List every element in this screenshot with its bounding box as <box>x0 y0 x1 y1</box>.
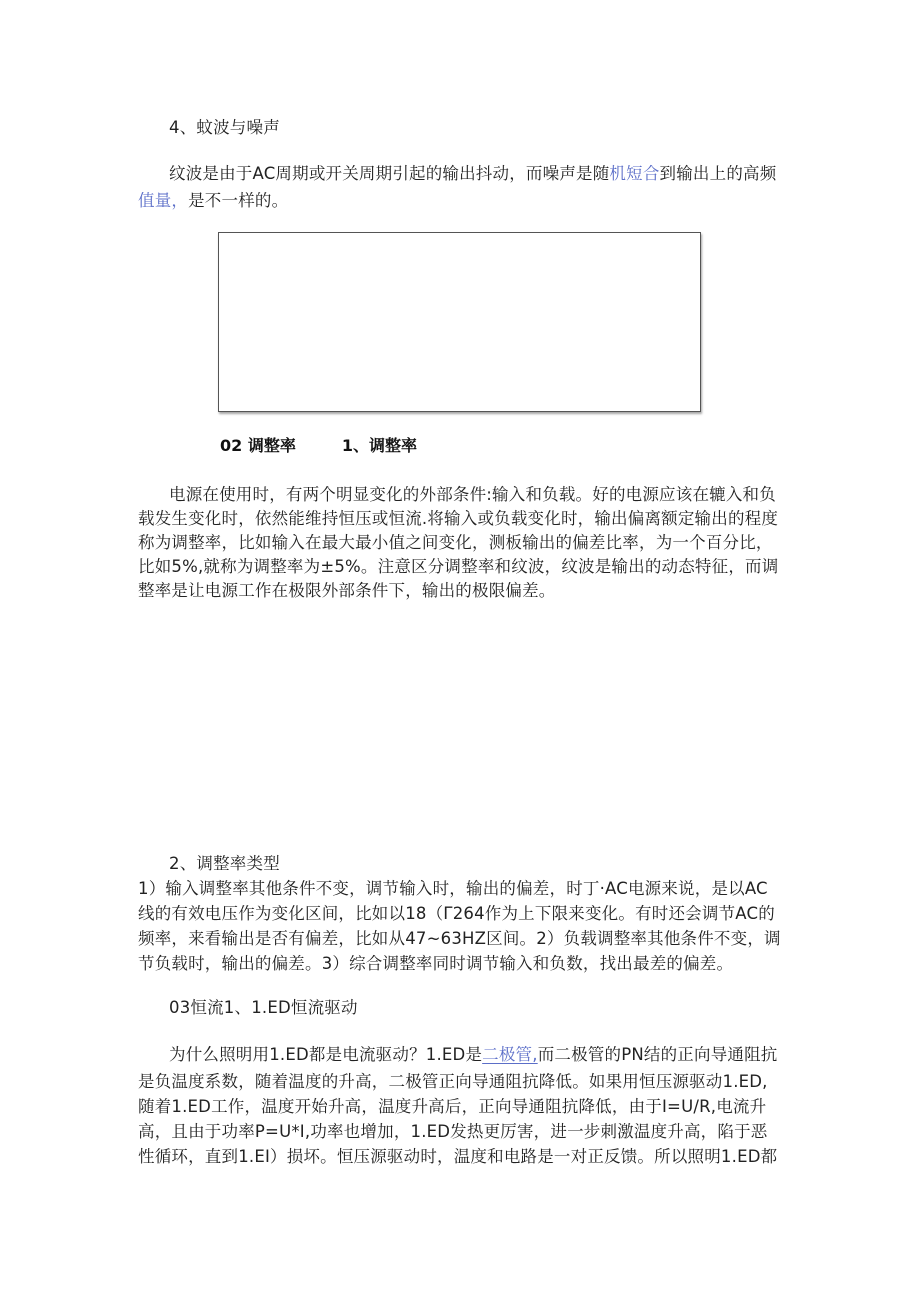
led-paragraph-line: 随着1.ED工作，温度开始升高，温度升高后，正向导通阻抗降低，由于I=U/R,电流升 <box>138 1097 767 1116</box>
ripple-text-part: 是不一样的。 <box>188 191 289 210</box>
regulation-paragraph-line: 载发生变化时，依然能维持恒压或恒流.将输入或负载变化时，输出偏离额定输出的程度 <box>138 509 779 528</box>
regulation-types-line: 1）输入调整率其他条件不变，调节输入时，输出的偏差，时丁·AC电源来说，是以AC <box>138 879 768 898</box>
section-heading-regulation-types: 2、调整率类型 <box>169 854 280 873</box>
regulation-types-line: 线的有效电压作为变化区间，比如以18（Γ264作为上下限来变化。有时还会调节AC的 <box>138 904 775 923</box>
section-heading-ripple-noise: 4、蚊波与噪声 <box>169 118 280 137</box>
led-paragraph-line-1 <box>169 1043 778 1067</box>
led-text-part: 为什么照明用1.ED都是电流驱动？1.ED是 <box>169 1045 483 1064</box>
caption-section-number: 02 调整率 <box>220 436 296 455</box>
ripple-paragraph-line-2 <box>138 189 288 213</box>
ripple-paragraph-line-1 <box>169 162 776 186</box>
section-heading-constant-current: 03恒流1、1.ED恒流驱动 <box>169 998 358 1017</box>
led-paragraph-line: 性循环，直到1.EI）损坏。恒压源驱动时，温度和电路是一对正反馈。所以照明1.ED都 <box>138 1147 778 1166</box>
regulation-types-line: 节负载时，输出的偏差。3）综合调整率同时调节输入和负数，找出最差的偏差。 <box>138 954 734 973</box>
regulation-paragraph-line: 称为调整率，比如输入在最大最小值之间变化，测板输出的偏差比率，为一个百分比， <box>138 533 773 552</box>
diode-link[interactable]: 二极管, <box>482 1045 538 1064</box>
led-paragraph-line: 是负温度系数，随着温度的升高，二极管正向导通阻抗降低。如果用恒压源驱动1.ED, <box>138 1072 768 1091</box>
ripple-link-term[interactable]: 值量， <box>138 191 189 210</box>
led-paragraph-line: 高，且由于功率P=U*I,功率也增加，1.ED发热更厉害，进一步刺激温度升高，陷于恶 <box>138 1122 768 1141</box>
ripple-text-part: 纹波是由于AC周期或开关周期引起的输出抖动，而噪声是随 <box>169 164 610 183</box>
caption-subtitle: 1、调整率 <box>341 436 417 455</box>
figure-frame <box>218 232 701 412</box>
regulation-paragraph-line: 整率是让电源工作在极限外部条件下，输出的极限偏差。 <box>138 581 556 600</box>
regulation-paragraph-line: 电源在使用时，有两个明显变化的外部条件:输入和负载。好的电源应该在辘入和负 <box>169 485 776 504</box>
ripple-link-term[interactable]: 机短合 <box>609 164 660 183</box>
led-text-part: 而二极管的PN结的正向导通阻抗 <box>537 1045 778 1064</box>
figure-caption <box>220 435 417 457</box>
ripple-text-part: 到输出上的高频 <box>659 164 777 183</box>
regulation-paragraph-line: 比如5%,就称为调整率为±5%。注意区分调整率和纹波，纹波是输出的动态特征，而调 <box>138 557 779 576</box>
regulation-types-line: 频率，来看输出是否有偏差，比如从47~63HZ区间。2）负载调整率其他条件不变，调 <box>138 929 781 948</box>
